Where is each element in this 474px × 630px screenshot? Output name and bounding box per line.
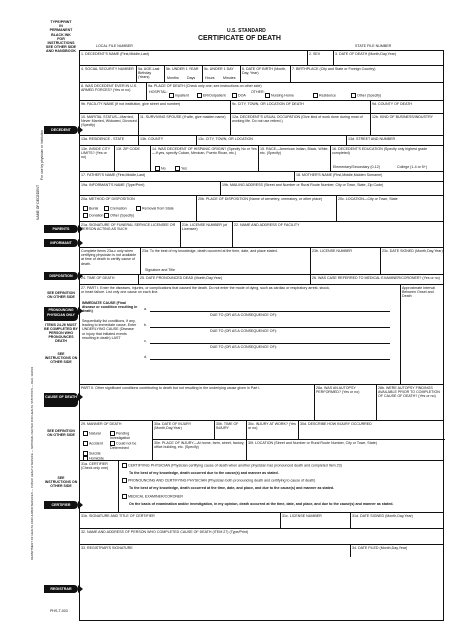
- option-homicide[interactable]: Homicide: [83, 456, 104, 460]
- option-pending[interactable]: Pending Investigation: [110, 431, 131, 440]
- see-instructions-note: SEE INSTRUCTIONS ON OTHER SIDE: [44, 352, 78, 364]
- option-undetermined[interactable]: Could not be Determined: [110, 441, 137, 450]
- field-disposition-method[interactable]: [80, 196, 196, 221]
- field-date-pronounced[interactable]: 25. DATE PRONOUNCED DEAD (Month,Day,Year): [138, 275, 310, 284]
- field-funeral-signature[interactable]: 21a. SIGNATURE OF FUNERAL SERVICE LICENSEE OR PERSON ACTING AS SUCH: [81, 223, 176, 232]
- field-disposition-location[interactable]: 20c. LOCATION—City or Town, State: [336, 196, 445, 221]
- row-6: [80, 135, 443, 145]
- local-file-number: LOCAL FILE NUMBER: [96, 44, 133, 48]
- tab-cause-of-death: CAUSE OF DEATH: [44, 393, 78, 407]
- field-decedent-name[interactable]: 1. DECEDENT'S NAME (First,Middle,Last): [81, 52, 149, 56]
- field-street-number[interactable]: 13d. STREET AND NUMBER: [346, 136, 445, 145]
- education-label: 16. DECEDENT'S EDUCATION (Specify only highest grade completed): [332, 147, 428, 156]
- field-inside-city-limits[interactable]: 13e. INSIDE CITY LIMITS? (Yes or no): [81, 147, 111, 160]
- immediate-cause-label: IMMEDIATE CAUSE (Final disease or condition resulting in death): [82, 301, 138, 314]
- option-yes[interactable]: Yes: [175, 166, 187, 171]
- sequential-note: Sequentially list conditions, if any, leading to immediate cause. Enter UNDERLYING CAUSE (Disease or injury that initiated events resulting in death) LAST: [82, 319, 137, 340]
- pronouncing-note: Complete items 23a-c only when certifying physician is not available at time of death to certify cause of death.: [81, 249, 137, 266]
- field-education[interactable]: [330, 146, 445, 171]
- field-date-of-death[interactable]: 3. DATE OF DEATH (Month,Day,Year): [333, 51, 445, 65]
- row-5: [80, 113, 443, 135]
- field-certifier-license[interactable]: 31c. LICENSE NUMBER: [280, 513, 350, 528]
- field-date-of-injury[interactable]: 30a. DATE OF INJURY (Month,Day,Year): [152, 421, 214, 439]
- option-residence[interactable]: Residence: [313, 93, 336, 98]
- pronouncer-statement: 23a. To the best of my knowledge, death occurred at the time, date, and place stated.: [142, 249, 278, 253]
- minutes-label: Minutes: [223, 76, 236, 80]
- field-ssn[interactable]: 4. SOCIAL SECURITY NUMBER: [81, 67, 134, 71]
- due-to-label-3: DUE TO (OR AS A CONSEQUENCE OF):: [210, 345, 277, 349]
- row-2: [80, 65, 443, 82]
- pronouncing-statement: To the best of my knowledge, death occurred at the time, date, and place, and due to the cause(s) and manner as stated.: [129, 486, 335, 490]
- see-definition-note-2: SEE DEFINITION ON OTHER SIDE: [47, 429, 75, 437]
- field-race[interactable]: 15. RACE—American Indian, Black, White, etc. (Specify): [258, 146, 330, 171]
- field-sex[interactable]: 2. SEX: [307, 51, 333, 65]
- part-1-instructions: 27. PART I. Enter the diseases, injuries, or complications that caused the death. Do not enter the mode of dying, such as cardiac or respiratory arrest, shock, or heart failure. List only one cause on each line.: [81, 286, 330, 295]
- field-facility-address[interactable]: 22. NAME AND ADDRESS OF FACILITY: [232, 222, 445, 247]
- field-manner-of-death[interactable]: [80, 421, 152, 460]
- line-a[interactable]: [150, 311, 390, 312]
- row-7: [80, 145, 443, 171]
- row-4: [80, 100, 443, 113]
- option-burial[interactable]: Burial: [83, 206, 98, 211]
- field-injury-location[interactable]: 30f. LOCATION (Street and Number or Rural Route Number, City or Town, State): [246, 439, 445, 461]
- due-to-label-2: DUE TO (OR AS A CONSEQUENCE OF):: [210, 329, 277, 333]
- field-injury-at-work[interactable]: 30c. INJURY AT WORK? (Yes or no): [246, 421, 298, 439]
- field-time-of-death[interactable]: 24. TIME OF DEATH: [81, 276, 115, 280]
- see-instructions-note-2: SEE INSTRUCTIONS ON OTHER SIDE: [44, 476, 78, 488]
- row-16: [80, 420, 443, 460]
- row-1: [80, 51, 443, 65]
- field-business-industry[interactable]: 12b. KIND OF BUSINESS/INDUSTRY: [370, 114, 445, 135]
- field-interval[interactable]: Approximate Interval Between Onset and Death: [400, 285, 445, 384]
- field-zip-code[interactable]: 13f. ZIP CODE: [114, 146, 150, 171]
- option-suicide[interactable]: Suicide: [83, 451, 101, 456]
- hours-label: Hours: [205, 76, 215, 80]
- education-college: College (1-4 or 5+): [397, 165, 428, 169]
- option-natural[interactable]: Natural: [83, 431, 101, 436]
- form-title: CERTIFICATE OF DEATH: [198, 35, 281, 42]
- option-doa[interactable]: DOA: [232, 93, 246, 98]
- field-certifier-signature[interactable]: 31b. SIGNATURE AND TITLE OF CERTIFIER: [81, 514, 155, 518]
- line-a-label: a.: [144, 307, 147, 311]
- field-age[interactable]: 5a. AGE-Last Birthday (Years): [136, 66, 164, 82]
- education-elementary: Elementary/Secondary (0-12): [333, 165, 380, 169]
- for-use-vertical: For use by physician or institution: [40, 129, 44, 180]
- field-informant-name[interactable]: 19a. INFORMANT'S NAME (Type/Print): [81, 183, 145, 187]
- field-county-of-death[interactable]: 9d. COUNTY OF DEATH: [370, 101, 445, 113]
- months-label: Months: [167, 76, 179, 80]
- tab-pronouncing: PRONOUNCING PHYSICIAN ONLY: [44, 307, 78, 321]
- field-place-of-disposition[interactable]: 20b. PLACE OF DISPOSITION (Name of cemetery, crematory, or other place): [196, 196, 336, 221]
- field-place-of-death[interactable]: [146, 83, 445, 100]
- items-note: ITEMS 24-26 MUST BE COMPLETED BY PERSON WHO PRONOUNCES DEATH: [44, 323, 78, 343]
- field-under-1-year[interactable]: [164, 66, 202, 82]
- line-b-label: b.: [144, 323, 147, 327]
- examiner-statement: On the basis of examination and/or investigation, in my opinion, death occurred at the time, date, and place, and due to the cause(s) and manner as stated.: [129, 502, 394, 506]
- row-18: [80, 512, 443, 528]
- option-medical-examiner[interactable]: MEDICAL EXAMINER/CORONER: [122, 494, 183, 499]
- row-15-cause-part-2: [80, 384, 443, 420]
- field-pronouncer-signature[interactable]: [140, 248, 310, 274]
- row-10: [80, 195, 443, 221]
- tab-parents: PARENTS: [44, 225, 78, 233]
- line-c-label: c.: [144, 339, 147, 343]
- field-funeral-license[interactable]: 21b. LICENSE NUMBER (of Licensee): [180, 222, 232, 247]
- tab-decedent: DECEDENT: [44, 126, 78, 134]
- field-other-conditions[interactable]: PART II. Other significant conditions contributing to death but not resulting in the underlying cause given in Part I.: [81, 386, 261, 390]
- department-vertical: DEPARTMENT OF HEALTH AND HUMAN SERVICES — PUBLIC HEALTH SERVICE — NATIONAL CENTER FOR HEALTH STATISTICS — REV. 11/2003: [30, 366, 34, 560]
- field-armed-forces[interactable]: 8. WAS DECEDENT EVER IN U.S. ARMED FORCES? (Yes or no): [81, 84, 138, 93]
- field-place-of-injury[interactable]: 30e. PLACE OF INJURY—At home, farm, street, factory, office building, etc. (Specify): [152, 439, 246, 461]
- option-removal[interactable]: Removal from State: [136, 206, 174, 211]
- field-certifier-date-signed[interactable]: 31d. DATE SIGNED (Month,Day,Year): [350, 513, 445, 528]
- field-city-of-death[interactable]: 9c. CITY, TOWN, OR LOCATION OF DEATH: [230, 101, 370, 113]
- line-b[interactable]: [150, 327, 390, 328]
- row-9: [80, 181, 443, 195]
- field-autopsy-findings[interactable]: 28b. WERE AUTOPSY FINDINGS AVAILABLE PRIOR TO COMPLETION OF CAUSE OF DEATH? (Yes or no): [376, 385, 445, 420]
- disposition-method-label: 20a. METHOD OF DISPOSITION: [81, 197, 135, 201]
- tab-disposition: DISPOSITION: [44, 272, 78, 280]
- under-1-year-label: 5b. UNDER 1 YEAR: [166, 67, 199, 71]
- field-mailing-address[interactable]: 19b. MAILING ADDRESS (Street and Number or Rural Route Number, City or Town, State, Zip Code): [220, 182, 445, 195]
- other-label: OTHER:: [251, 90, 265, 94]
- field-time-of-injury[interactable]: 30b. TIME OF INJURY: [214, 421, 246, 439]
- line-d[interactable]: [150, 359, 390, 360]
- row-20: [80, 544, 443, 557]
- name-of-decedent-vertical: NAME OF DECEDENT: [36, 184, 40, 220]
- due-to-label-1: DUE TO (OR AS A CONSEQUENCE OF):: [210, 313, 277, 317]
- field-pronouncer-license[interactable]: 23b. LICENSE NUMBER: [310, 248, 380, 274]
- row-14-cause-part-1: [80, 284, 443, 384]
- hospital-label: HOSPITAL:: [149, 90, 168, 94]
- option-other[interactable]: Other (Specify): [351, 93, 381, 98]
- field-date-filed[interactable]: 34. DATE FILED (Month,Day,Year): [350, 545, 445, 557]
- manner-of-death-label: 29. MANNER OF DEATH: [81, 422, 122, 426]
- field-date-of-birth[interactable]: 6. DATE OF BIRTH (Month, Day, Year): [240, 66, 290, 82]
- option-other-disposition[interactable]: Other (Specify): [104, 213, 134, 218]
- row-11: [80, 221, 443, 247]
- line-c[interactable]: [150, 343, 390, 344]
- option-cremation[interactable]: Cremation: [104, 206, 127, 211]
- field-hispanic-origin[interactable]: [150, 146, 258, 171]
- field-usual-occupation[interactable]: 12a. DECEDENT'S USUAL OCCUPATION (Give kind of work done during most of working life. Do not use retired.): [230, 114, 370, 135]
- field-referred-to-me[interactable]: 26. WAS CASE REFERRED TO MEDICAL EXAMINER/CORONER? (Yes or no): [310, 275, 445, 284]
- option-er-outpatient[interactable]: ER/Outpatient: [197, 93, 226, 98]
- row-3: [80, 82, 443, 100]
- field-residence-state[interactable]: 13a. RESIDENCE - STATE: [81, 137, 125, 141]
- option-nursing-home[interactable]: Nursing Home: [265, 93, 294, 98]
- tab-informant: INFORMANT: [44, 239, 78, 247]
- option-accident[interactable]: Accident: [83, 441, 103, 446]
- field-registrar-signature[interactable]: 33. REGISTRAR'S SIGNATURE: [81, 546, 133, 550]
- field-under-1-day[interactable]: [202, 66, 240, 82]
- under-1-day-label: 5c. UNDER 1 DAY: [204, 67, 234, 71]
- option-donation[interactable]: Donation: [83, 213, 103, 218]
- row-13: [80, 274, 443, 284]
- option-pronouncing-certifying[interactable]: PRONOUNCING AND CERTIFYING PHYSICIAN (Physician both pronouncing death and certifying to cause of death): [122, 478, 442, 483]
- field-cause-of-death[interactable]: [80, 285, 400, 384]
- field-completer-name-address[interactable]: 32. NAME AND ADDRESS OF PERSON WHO COMPLETED CAUSE OF DEATH (ITEM 27) (Type/Print): [81, 530, 249, 534]
- row-8: [80, 171, 443, 181]
- field-residence-county[interactable]: 13b. COUNTY: [138, 136, 196, 145]
- field-autopsy-performed[interactable]: 28a. WAS AN AUTOPSY PERFORMED? (Yes or no): [314, 385, 376, 420]
- row-12: [80, 247, 443, 274]
- option-no[interactable]: No: [155, 166, 166, 171]
- death-certificate-form: [79, 50, 444, 621]
- field-facility-name[interactable]: 9b. FACILITY NAME (If not institution, give street and number): [81, 102, 181, 106]
- certifier-label: 31a. CERTIFIER (Check only one): [81, 462, 109, 471]
- instructions-box: TYPE/PRINT IN PERMANENT BLACK INK FOR INSTRUCTIONS SEE OTHER SIDE AND HANDBOOK: [45, 20, 77, 54]
- signature-and-title-label: Signature and Title: [145, 268, 175, 272]
- field-mother-name[interactable]: 18. MOTHER'S NAME (First,Middle,Maiden Surname): [294, 172, 445, 181]
- field-pronouncer-date-signed[interactable]: 23c. DATE SIGNED (Month,Day,Year): [380, 248, 445, 274]
- field-injury-description[interactable]: 30d. DESCRIBE HOW INJURY OCCURRED: [298, 421, 445, 439]
- field-birthplace[interactable]: 7. BIRTHPLACE (City and State or Foreign Country): [290, 66, 445, 82]
- field-residence-city[interactable]: 13c. CITY, TOWN, OR LOCATION: [196, 136, 346, 145]
- see-definition-note: SEE DEFINITION ON OTHER SIDE: [47, 291, 75, 299]
- field-surviving-spouse[interactable]: 11. SURVIVING SPOUSE (If wife, give maiden name): [138, 114, 230, 135]
- tab-registrar: REGISTRAR: [44, 585, 78, 593]
- field-marital-status[interactable]: 10. MARITAL STATUS—Married, Never Married, Widowed, Divorced (Specify): [81, 115, 137, 128]
- option-inpatient[interactable]: Inpatient: [169, 93, 189, 98]
- form-standard: U.S. STANDARD: [227, 28, 266, 34]
- certifying-statement: To the best of my knowledge, death occurred due to the cause(s) and manner as stated.: [129, 471, 279, 475]
- form-code: PHS-T-003: [50, 609, 68, 613]
- row-19: [80, 528, 443, 544]
- option-certifying-physician[interactable]: CERTIFYING PHYSICIAN (Physician certifying cause of death when another physician has pronounced death and completed Item 23): [122, 463, 442, 468]
- state-file-number: STATE FILE NUMBER: [355, 44, 392, 48]
- place-of-death-label: 9a. PLACE OF DEATH (Check only one; see instructions on other side): [148, 84, 262, 88]
- field-father-name[interactable]: 17. FATHER'S NAME (First,Middle,Last): [81, 173, 146, 177]
- line-d-label: d.: [144, 355, 147, 359]
- tab-certifier: CERTIFIER: [44, 501, 78, 509]
- certifier-options: [118, 461, 445, 512]
- days-label: Days: [187, 76, 196, 80]
- row-17-certifier: [80, 460, 443, 512]
- hispanic-origin-label: 14. WAS DECEDENT OF HISPANIC ORIGIN? (Specify No or Yes—If yes, specify Cuban, Mexican, Puerto Rican, etc.): [152, 147, 257, 156]
